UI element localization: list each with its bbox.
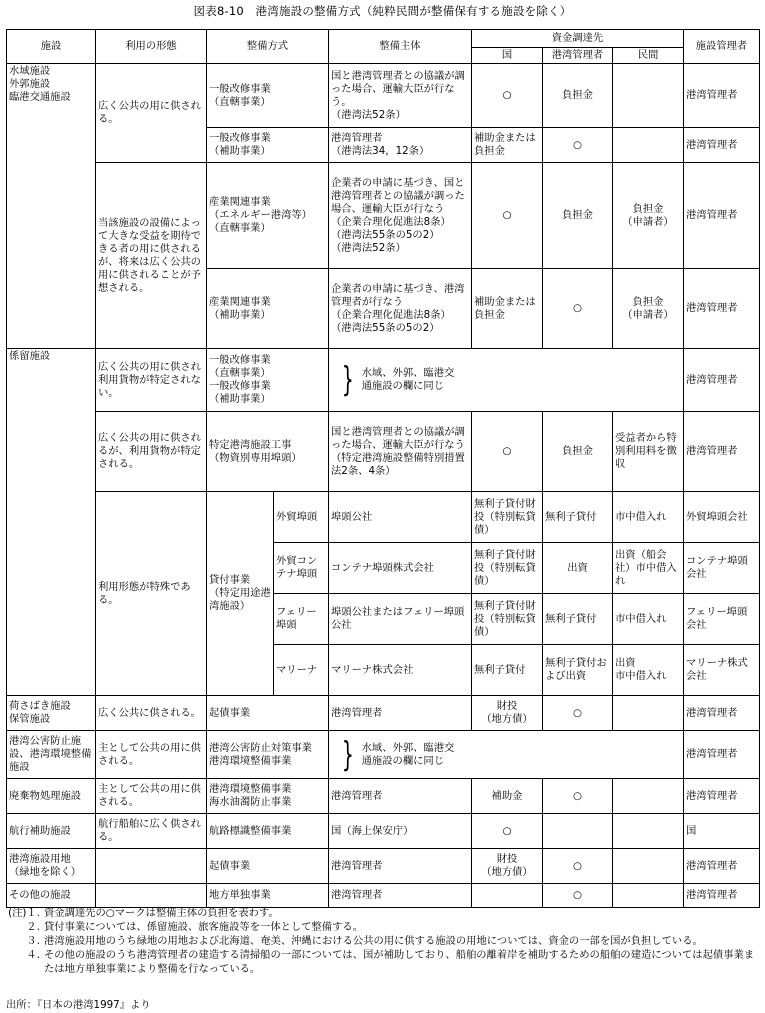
brace-icon: } — [341, 734, 354, 775]
facility-manager-cell: 港湾管理者 — [684, 349, 760, 412]
private-cell — [613, 849, 684, 884]
note-label: ２. — [26, 921, 40, 933]
entity-cell: 国と港湾管理者との協議が調った場合、運輸大臣が行なう。 （港湾法52条） — [329, 64, 472, 128]
facility-manager-cell: 港湾管理者 — [684, 128, 760, 163]
usage-cell: 主として公共の用に供される。 — [96, 731, 207, 779]
facility-cell: 係留施設 — [7, 349, 96, 696]
facility-manager-cell: 国 — [684, 814, 760, 849]
private-cell: 負担金 （申請者） — [613, 163, 684, 269]
note-item — [6, 934, 759, 948]
brace-text: 水域、外郭、臨港交通施設の欄に同じ — [361, 741, 455, 767]
port-manager-cell: 負担金 — [543, 412, 613, 492]
header-entity: 整備主体 — [329, 30, 472, 64]
private-cell: 負担金 （申請者） — [613, 269, 684, 349]
country-cell — [472, 884, 543, 908]
method-cell: 地方単独事業 — [207, 884, 329, 908]
table-row — [7, 492, 760, 543]
facility-manager-cell: 外貿埠頭会社 — [684, 492, 760, 543]
note-text: 港湾施設用地のうち緑地の用地および北海道、奄美、沖縄における公共の用に供する施設の用地については、資金の一部を国が負担している。 — [44, 935, 703, 947]
entity-cell: 港湾管理者 （港湾法34，12条） — [329, 128, 472, 163]
country-cell: 財投 （地方債） — [472, 849, 543, 884]
note-item — [6, 920, 759, 934]
method-cell: 港湾環境整備事業 海水油濁防止事業 — [207, 779, 329, 814]
header-funding: 資金調達先 — [472, 30, 684, 48]
method-cell: 一般改修事業 （直轄事業） — [207, 64, 329, 128]
method-cell: 起債事業 — [207, 849, 329, 884]
entity-cell: 埠頭公社またはフェリー埠頭公社 — [329, 594, 472, 645]
private-cell — [613, 128, 684, 163]
brace-cell — [329, 349, 684, 412]
port-manager-cell: ○ — [543, 696, 613, 731]
table-row — [7, 779, 760, 814]
country-cell: 無利子貸付財投（特別転貸債） — [472, 543, 543, 594]
entity-cell: 国と港湾管理者との協議が調った場合、運輸大臣が行なう （特定港湾施設整備特別措置法2条、4条） — [329, 412, 472, 492]
table-row — [7, 163, 760, 269]
table-row — [7, 349, 760, 412]
sub-cell: 外貿コンテナ埠頭 — [274, 543, 329, 594]
method-cell: 航路標識整備事業 — [207, 814, 329, 849]
port-manager-cell: ○ — [543, 128, 613, 163]
method-cell: 起債事業 — [207, 696, 329, 731]
table-row — [7, 64, 760, 128]
country-cell: ○ — [472, 163, 543, 269]
private-cell — [613, 64, 684, 128]
entity-cell: 港湾管理者 — [329, 779, 472, 814]
entity-cell: 港湾管理者 — [329, 884, 472, 908]
header-usage: 利用の形態 — [96, 30, 207, 64]
entity-cell: 国（海上保安庁） — [329, 814, 472, 849]
facility-cell: 港湾施設用地 （緑地を除く） — [7, 849, 96, 884]
table-row — [7, 814, 760, 849]
note-item — [6, 906, 759, 920]
facility-manager-cell: 港湾管理者 — [684, 849, 760, 884]
note-label: (注)１. — [8, 907, 40, 919]
country-cell: 無利子貸付財投（特別転貸債） — [472, 492, 543, 543]
entity-cell: 港湾管理者 — [329, 849, 472, 884]
method-cell: 貸付事業 （特定用途港湾施設） — [207, 492, 274, 696]
table-row — [7, 849, 760, 884]
header-method: 整備方式 — [207, 30, 329, 64]
entity-cell: マリーナ株式会社 — [329, 645, 472, 696]
usage-cell: 広く公共の用に供されるが、利用貨物が特定される。 — [96, 412, 207, 492]
entity-cell: 埠頭公社 — [329, 492, 472, 543]
facility-manager-cell: フェリー埠頭会社 — [684, 594, 760, 645]
page-title: 図表8-10 港湾施設の整備方式（純粋民間が整備保有する施設を除く） — [193, 4, 572, 18]
facility-cell: 港湾公害防止施設、港湾環境整備施設 — [7, 731, 96, 779]
port-manager-cell: ○ — [543, 779, 613, 814]
table-row — [7, 884, 760, 908]
usage-cell: 広く公共に供される。 — [96, 696, 207, 731]
entity-cell: 企業者の申請に基づき、国と港湾管理者との協議が調った場合、運輸大臣が行なう （企業合理化促進法8条） （港湾法55条の5の2） （港湾法52条） — [329, 163, 472, 269]
country-cell: 無利子貸付財投（特別転貸債） — [472, 594, 543, 645]
note-text: 資金調達先の○マークは整備主体の負担を表わす。 — [44, 907, 279, 919]
private-cell — [613, 696, 684, 731]
brace-icon: } — [341, 360, 354, 400]
header-facility-manager: 施設管理者 — [684, 30, 760, 64]
facility-cell: 荷さばき施設 保管施設 — [7, 696, 96, 731]
country-cell: ○ — [472, 64, 543, 128]
usage-cell: 航行船舶に広く供される。 — [96, 814, 207, 849]
method-cell: 一般改修事業 （補助事業） — [207, 128, 329, 163]
facility-manager-cell: マリーナ株式会社 — [684, 645, 760, 696]
note-text: 貸付事業については、係留施設、旅客施設等を一体として整備する。 — [44, 921, 363, 933]
note-item — [6, 948, 759, 976]
usage-cell: 主として公共の用に供される。 — [96, 779, 207, 814]
table-row — [7, 412, 760, 492]
usage-cell: 利用形態が特殊である。 — [96, 492, 207, 696]
private-cell — [613, 814, 684, 849]
facility-manager-cell: 港湾管理者 — [684, 779, 760, 814]
facility-manager-cell: 港湾管理者 — [684, 64, 760, 128]
entity-cell: 企業者の申請に基づき、港湾管理者が行なう （企業合理化促進法8条） （港湾法55条の5の2） — [329, 269, 472, 349]
facility-cell: その他の施設 — [7, 884, 96, 908]
header-private: 民間 — [613, 48, 684, 64]
port-manager-cell: 負担金 — [543, 64, 613, 128]
facility-manager-cell: 港湾管理者 — [684, 163, 760, 269]
country-cell: 無利子貸付 — [472, 645, 543, 696]
private-cell: 出資 市中借入れ — [613, 645, 684, 696]
facility-manager-cell: 港湾管理者 — [684, 412, 760, 492]
entity-cell: 港湾管理者 — [329, 696, 472, 731]
header-port-manager: 港湾管理者 — [543, 48, 613, 64]
port-manager-cell: 無利子貸付および出資 — [543, 645, 613, 696]
facility-cell: 水域施設 外郭施設 臨港交通施設 — [7, 64, 96, 349]
port-manager-cell: 無利子貸付 — [543, 492, 613, 543]
port-manager-cell: ○ — [543, 884, 613, 908]
country-cell: 財投 （地方債） — [472, 696, 543, 731]
brace-cell — [329, 731, 684, 779]
port-manager-cell: ○ — [543, 269, 613, 349]
source-line: 出所：『日本の港湾1997』より — [6, 999, 151, 1011]
country-cell: ○ — [472, 412, 543, 492]
port-manager-cell — [543, 814, 613, 849]
private-cell: 市中借入れ — [613, 492, 684, 543]
sub-cell: フェリー埠頭 — [274, 594, 329, 645]
private-cell — [613, 779, 684, 814]
method-cell: 産業関連事業 （補助事業） — [207, 269, 329, 349]
country-cell: 補助金 — [472, 779, 543, 814]
facility-manager-cell: 港湾管理者 — [684, 884, 760, 908]
port-manager-cell: 無利子貸付 — [543, 594, 613, 645]
usage-cell — [96, 884, 207, 908]
usage-cell: 広く公共の用に供され利用貨物が特定されない。 — [96, 349, 207, 412]
private-cell: 出資（船会社）市中借入れ — [613, 543, 684, 594]
facility-manager-cell: 港湾管理者 — [684, 269, 760, 349]
table-row — [7, 696, 760, 731]
port-manager-cell: 負担金 — [543, 163, 613, 269]
note-text: その他の施設のうち港湾管理者の建造する清掃船の一部については、国が補助しており、船舶の離着岸を補助するための船舶の建造については起債事業または地方単独事業により整備を行なっている。 — [44, 949, 755, 975]
port-facility-table — [6, 29, 760, 908]
usage-cell: 広く公共の用に供される。 — [96, 64, 207, 163]
method-cell: 特定港湾施設工事 （物資別専用埠頭） — [207, 412, 329, 492]
facility-manager-cell: 港湾管理者 — [684, 696, 760, 731]
facility-cell: 廃棄物処理施設 — [7, 779, 96, 814]
usage-cell — [96, 849, 207, 884]
country-cell: ○ — [472, 814, 543, 849]
table-row — [7, 731, 760, 779]
note-label: ３. — [26, 935, 40, 947]
country-cell: 補助金または負担金 — [472, 128, 543, 163]
method-cell: 一般改修事業 （直轄事業） 一般改修事業 （補助事業） — [207, 349, 329, 412]
facility-manager-cell: コンテナ埠頭会社 — [684, 543, 760, 594]
private-cell: 市中借入れ — [613, 594, 684, 645]
facility-manager-cell: 港湾管理者 — [684, 731, 760, 779]
header-country: 国 — [472, 48, 543, 64]
port-manager-cell: ○ — [543, 849, 613, 884]
method-cell: 産業関連事業 （エネルギー港湾等） （直轄事業） — [207, 163, 329, 269]
sub-cell: 外貿埠頭 — [274, 492, 329, 543]
header-facility: 施設 — [7, 30, 96, 64]
sub-cell: マリーナ — [274, 645, 329, 696]
port-manager-cell: 出資 — [543, 543, 613, 594]
private-cell: 受益者から特別利用料を徴収 — [613, 412, 684, 492]
private-cell — [613, 884, 684, 908]
country-cell: 補助金または負担金 — [472, 269, 543, 349]
facility-cell: 航行補助施設 — [7, 814, 96, 849]
note-label: ４. — [26, 949, 40, 961]
entity-cell: コンテナ埠頭株式会社 — [329, 543, 472, 594]
usage-cell: 当該施設の設備によって大きな受益を期待できる者の用に供されるが、将来は広く公共の用に供されることが予想される。 — [96, 163, 207, 349]
notes — [6, 906, 759, 976]
brace-text: 水域、外郭、臨港交通施設の欄に同じ — [361, 367, 455, 392]
method-cell: 港湾公害防止対策事業 港湾環境整備事業 — [207, 731, 329, 779]
